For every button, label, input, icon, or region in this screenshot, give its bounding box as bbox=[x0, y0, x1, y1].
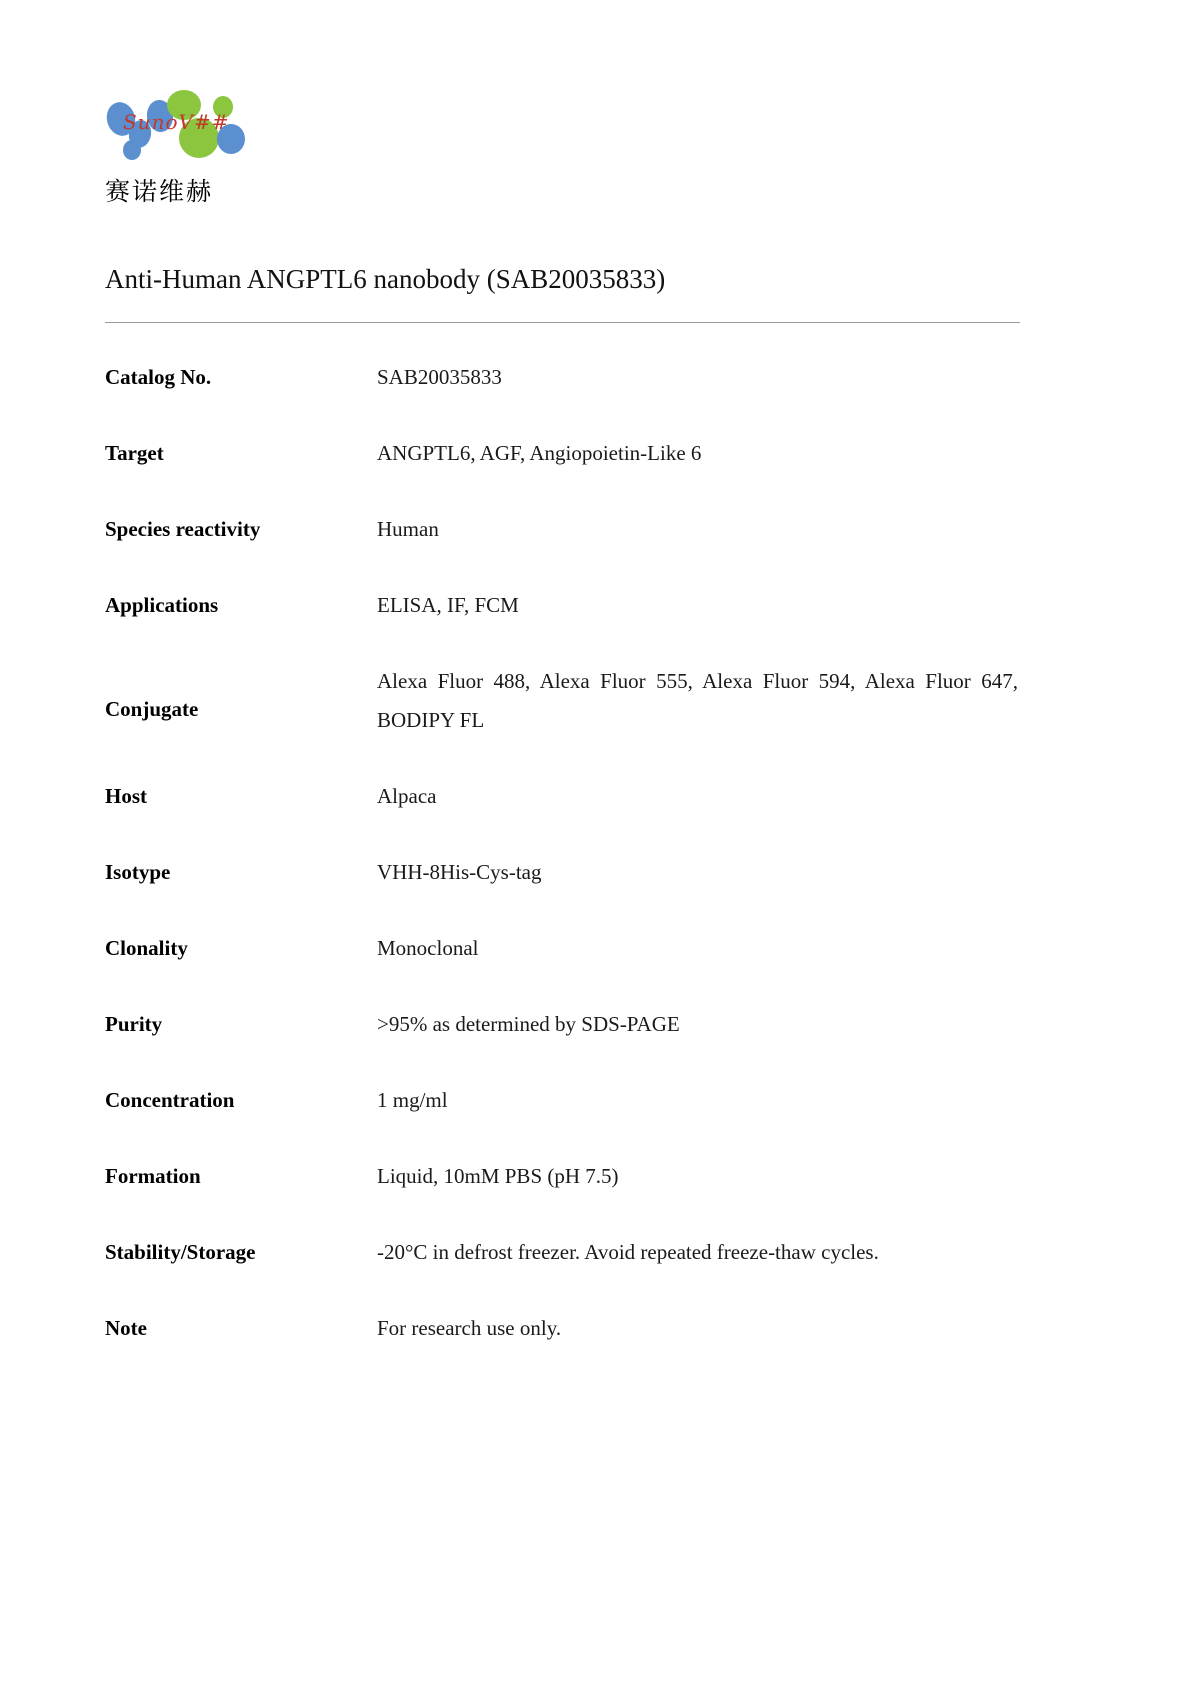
table-row bbox=[105, 987, 1020, 1063]
table-row bbox=[105, 492, 1020, 568]
spec-value: >95% as determined by SDS-PAGE bbox=[377, 1012, 680, 1037]
spec-label: Clonality bbox=[105, 936, 188, 961]
spec-label: Purity bbox=[105, 1012, 163, 1037]
logo-mark-icon bbox=[105, 88, 255, 166]
spec-label: Stability/Storage bbox=[105, 1239, 256, 1264]
company-logo bbox=[105, 88, 425, 208]
specification-table bbox=[105, 340, 1020, 1366]
table-row bbox=[105, 340, 1020, 416]
table-row bbox=[105, 759, 1020, 835]
spec-label: Species reactivity bbox=[105, 516, 261, 541]
table-row bbox=[105, 835, 1020, 911]
table-row bbox=[105, 1291, 1020, 1367]
spec-value: Human bbox=[377, 516, 439, 541]
spec-value: Alexa Fluor 488, Alexa Fluor 555, Alexa Fluor 594, Alexa Fluor 647, BODIPY FL bbox=[377, 668, 1018, 733]
logo-blob-icon bbox=[123, 140, 141, 160]
spec-label: Host bbox=[105, 784, 147, 809]
spec-label: Concentration bbox=[105, 1087, 235, 1112]
spec-label: Target bbox=[105, 440, 164, 465]
spec-value: Alpaca bbox=[377, 784, 437, 809]
spec-value: SAB20035833 bbox=[377, 365, 502, 389]
spec-value: For research use only. bbox=[377, 1315, 562, 1340]
spec-label: Applications bbox=[105, 592, 219, 617]
spec-label: Catalog No. bbox=[105, 365, 212, 389]
table-row bbox=[105, 1063, 1020, 1139]
table-row bbox=[105, 416, 1020, 492]
spec-value: ANGPTL6, AGF, Angiopoietin-Like 6 bbox=[377, 440, 702, 465]
page-title: Anti-Human ANGPTL6 nanobody (SAB20035833) bbox=[105, 264, 666, 294]
spec-label: Conjugate bbox=[105, 696, 199, 721]
table-row bbox=[105, 644, 1020, 760]
spec-label: Note bbox=[105, 1315, 147, 1340]
spec-label: Formation bbox=[105, 1163, 201, 1188]
logo-chinese-name: 赛诺维赫 bbox=[105, 177, 214, 206]
title-divider bbox=[105, 322, 1020, 323]
table-row bbox=[105, 911, 1020, 987]
table-row bbox=[105, 1215, 1020, 1291]
spec-value: 1 mg/ml bbox=[377, 1087, 448, 1112]
spec-value: Liquid, 10mM PBS (pH 7.5) bbox=[377, 1163, 619, 1188]
spec-value: ELISA, IF, FCM bbox=[377, 592, 519, 617]
table-row bbox=[105, 1139, 1020, 1215]
spec-value: Monoclonal bbox=[377, 936, 479, 961]
spec-label: Isotype bbox=[105, 860, 171, 885]
logo-script-text: SunoV## bbox=[123, 110, 230, 134]
spec-value: VHH-8His-Cys-tag bbox=[377, 860, 542, 885]
table-row bbox=[105, 568, 1020, 644]
spec-value: -20°C in defrost freezer. Avoid repeated freeze-thaw cycles. bbox=[377, 1239, 879, 1264]
